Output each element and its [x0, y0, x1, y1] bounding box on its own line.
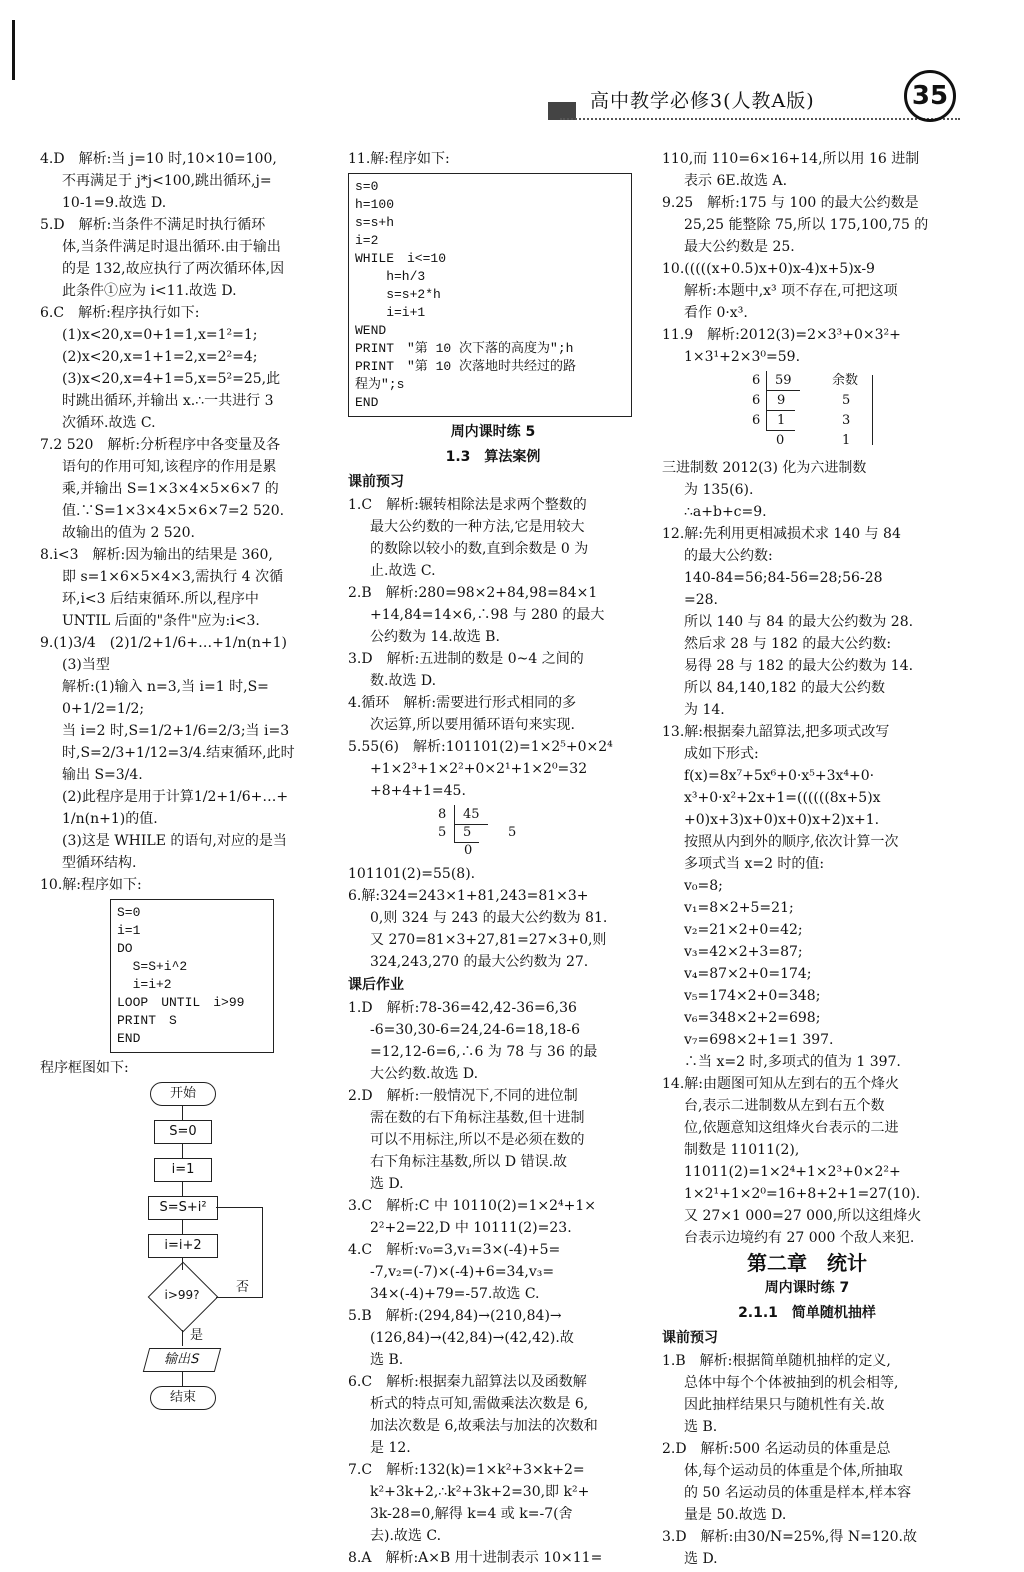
text-line: v₁=8×2+5=21; [684, 900, 794, 916]
div-cell: 5 [454, 823, 479, 843]
subsection-title-7: 2.1.1 简单随机抽样 [738, 1305, 876, 1321]
answer-8 [40, 546, 340, 631]
code-line: i=1 [117, 923, 141, 938]
code-line: LOOP UNTIL i>99 [117, 995, 245, 1010]
text-line: k²+3k+2,∴k²+3k+2=30,即 k²+ [370, 1484, 590, 1500]
text-line: 所以 84,140,182 的最大公约数 [684, 680, 886, 696]
subsection-title: 1.3 算法案例 [445, 449, 541, 465]
code-line: END [355, 395, 379, 410]
div-cell: 6 [752, 393, 761, 408]
text-line: =28. [684, 592, 718, 608]
text-line: 6.解:324=243×1+81,243=81×3+ [348, 888, 589, 904]
preview-5 [348, 738, 638, 801]
text-line: 8.i<3 解析:因为输出的结果是 360, [40, 547, 273, 563]
preview-2 [348, 584, 638, 647]
homework-14 [662, 1075, 952, 1248]
text-line: 最大公约数的一种方法,它是用较大 [370, 519, 585, 535]
code-line: S=0 [117, 905, 141, 920]
text-line: 大公约数.故选 D. [370, 1066, 479, 1082]
text-line: v₀=8; [684, 878, 723, 894]
text-line: (3)x<20,x=4+1=5,x=5²=25,此 [62, 371, 281, 387]
flow-arrow [182, 1372, 183, 1386]
code-line: WEND [355, 323, 387, 338]
section-title-7: 周内课时练 7 [764, 1280, 850, 1296]
preview-6 [348, 887, 638, 972]
text-line: 选 B. [684, 1419, 718, 1435]
code-line: s=0 [355, 179, 379, 194]
text-line: 看作 0·x³. [684, 305, 748, 321]
text-line: 选 B. [370, 1352, 404, 1368]
column-3 [662, 150, 952, 1572]
text-line: 然后求 28 与 182 的最大公约数: [684, 636, 892, 652]
div-cell: 5 [438, 825, 447, 840]
homework-12 [662, 525, 952, 720]
preview-heading-7: 课前预习 [662, 1330, 718, 1346]
text-line: 多项式当 x=2 时的值: [684, 856, 825, 872]
text-line: (1)x<20,x=0+1=1,x=1²=1; [62, 327, 258, 343]
homework-11 [662, 326, 952, 367]
div-cell: 45 [454, 805, 488, 825]
div-cell: 1 [842, 433, 851, 448]
homework-heading: 课后作业 [348, 977, 404, 993]
text-line: 3k-28=0,解得 k=4 或 k=-7(舍 [370, 1506, 573, 1522]
code-line: END [117, 1031, 141, 1046]
text-line: 7.C 解析:132(k)=1×k²+3×k+2= [348, 1462, 585, 1478]
flow-arrow [182, 1220, 183, 1234]
text-line: v₄=87×2+0=174; [684, 966, 812, 982]
text-line: 值.∵S=1×3×4×5×6×7=2 520. [62, 503, 285, 519]
homework-11-cont [662, 459, 952, 522]
text-line: 体,当条件满足时退出循环.由于输出 [62, 239, 281, 255]
answer-6 [40, 304, 340, 433]
text-line: 解析:(1)输入 n=3,当 i=1 时,S= [62, 679, 269, 695]
text-line: 为 14. [684, 702, 725, 718]
text-line: 加法次数是 6,故乘法与加法的次数和 [370, 1418, 598, 1434]
text-line: 输出 S=3/4. [62, 767, 143, 783]
flow-s0: S=0 [154, 1120, 212, 1144]
text-line: 台,表示二进制数从左到右五个数 [684, 1098, 885, 1114]
text-line: 3.D 解析:五进制的数是 0~4 之间的 [348, 651, 584, 667]
answer-9 [40, 634, 340, 873]
text-line: 0+1/2=1/2; [62, 701, 145, 717]
text-line: 选 D. [684, 1551, 718, 1567]
chapter-title: 第二章 统计 [747, 1251, 867, 1275]
div-cell: 0 [776, 433, 785, 448]
flow-no-label: 否 [236, 1280, 250, 1295]
text-line: 不再满足于 j*j<100,跳出循环,j= [62, 173, 272, 189]
text-line: v₇=698×2+1=1 397. [684, 1032, 834, 1048]
text-line: 位,依题意知这组烽火台表示的二进 [684, 1120, 899, 1136]
homework-9 [662, 194, 952, 257]
text-line: 故输出的值为 2 520. [62, 525, 195, 541]
text-line: 1/n(n+1)的值. [62, 811, 158, 827]
text-line: 25,25 能整除 75,所以 175,100,75 的 [684, 217, 929, 233]
preview-4 [348, 694, 638, 735]
text-line: 10-1=9.故选 D. [62, 195, 167, 211]
text-line: 当 i=2 时,S=1/2+1/6=2/3;当 i=3 [62, 723, 290, 739]
page-header [0, 0, 1024, 140]
text-line: f(x)=8x⁷+5x⁶+0·x⁵+3x⁴+0· [684, 768, 875, 784]
text-line: 按照从内到外的顺序,依次计算一次 [684, 834, 899, 850]
text-line: 此条件①应为 i<11.故选 D. [62, 283, 237, 299]
div-cell: 1 [766, 411, 795, 431]
text-line: 环,i<3 后结束循环.所以,程序中 [62, 591, 259, 607]
text-line: 即 s=1×6×5×4×3,需执行 4 次循 [62, 569, 284, 585]
text-line: 解析:本题中,x³ 项不存在,可把这项 [684, 283, 898, 299]
text-line: 制数是 11011(2), [684, 1142, 800, 1158]
answer-10-label: 10.解:程序如下: [40, 877, 142, 893]
answer-7 [40, 436, 340, 543]
text-line: 5.B 解析:(294,84)→(210,84)→ [348, 1308, 562, 1324]
flow-output: 输出S [143, 1348, 221, 1372]
column-2 [348, 150, 638, 1571]
text-line: x³+0·x²+2x+1=((((((8x+5)x [684, 790, 881, 806]
text-line: 6.C 解析:根据秦九韶算法以及函数解 [348, 1374, 587, 1390]
text-line: ∴a+b+c=9. [684, 504, 767, 520]
text-line: 总体中每个个体被抽到的机会相等, [684, 1375, 899, 1391]
text-line: 3.D 解析:由30/N=25%,得 N=120.故 [662, 1529, 917, 1545]
div-cell: 3 [842, 413, 851, 428]
div-cell: 59 [766, 371, 800, 391]
code-line: i=i+2 [117, 977, 172, 992]
flow-i1: i=1 [154, 1158, 212, 1182]
text-line: 止.故选 C. [370, 563, 436, 579]
text-line: 9.25 解析:175 与 100 的最大公约数是 [662, 195, 919, 211]
text-line: 5.55(6) 解析:101101(2)=1×2⁵+0×2⁴ [348, 739, 613, 755]
text-line: 11011(2)=1×2⁴+1×2³+0×2²+ [684, 1164, 901, 1180]
text-line: 1.C 解析:辗转相除法是求两个整数的 [348, 497, 587, 513]
div-cell: 6 [752, 373, 761, 388]
text-line: 1×3¹+2×3⁰=59. [684, 349, 801, 365]
text-line: 0,则 324 与 243 的最大公约数为 81. [370, 910, 608, 926]
text-line: 6.C 解析:程序执行如下: [40, 305, 200, 321]
text-line: 2.D 解析:500 名运动员的体重是总 [662, 1441, 891, 1457]
text-line: 324,243,270 的最大公约数为 27. [370, 954, 589, 970]
div-cell: 8 [438, 807, 447, 822]
text-line: 易得 28 与 182 的最大公约数为 14. [684, 658, 914, 674]
text-line: 成如下形式: [684, 746, 759, 762]
flow-inc: i=i+2 [148, 1234, 218, 1258]
text-line: 需在数的右下角标注基数,但十进制 [370, 1110, 585, 1126]
text-line: v₂=21×2+0=42; [684, 922, 803, 938]
text-line: 8.A 解析:A×B 用十进制表示 10×11= [348, 1550, 603, 1566]
sampling-3 [662, 1528, 952, 1569]
text-line: (3)这是 WHILE 的语句,对应的是当 [62, 833, 287, 849]
text-line: +8+4+1=45. [370, 783, 466, 799]
text-line: 为 135(6). [684, 482, 754, 498]
text-line: 次运算,所以要用循环语句来实现. [370, 717, 575, 733]
preview-3 [348, 650, 638, 691]
code-line: h=h/3 [355, 269, 426, 284]
text-line: 10.(((((x+0.5)x+0)x-4)x+5)x-9 [662, 261, 875, 277]
text-line: =12,12-6=6,∴6 为 78 与 36 的最 [370, 1044, 598, 1060]
code-line: PRINT "第 10 次下落的高度为";h [355, 341, 574, 356]
code-line: i=2 [355, 233, 379, 248]
text-line: 14.解:由题图可知从左到右的五个烽火 [662, 1076, 899, 1092]
text-line: (126,84)→(42,84)→(42,42).故 [370, 1330, 574, 1346]
text-line: 三进制数 2012(3) 化为六进制数 [662, 460, 867, 476]
text-line: 可以不用标注,所以不是必须在数的 [370, 1132, 585, 1148]
read-up-arrow [872, 375, 873, 445]
text-line: 次循环.故选 C. [62, 415, 156, 431]
text-line: 台表示边境约有 27 000 个敌人来犯. [684, 1230, 915, 1246]
book-title: 高中教学必修3(人教A版) [590, 90, 815, 112]
homework-8 [348, 1549, 638, 1568]
text-line: 的 50 名运动员的体重是样本,样本容 [684, 1485, 912, 1501]
preview-1 [348, 496, 638, 581]
flow-start: 开始 [150, 1082, 216, 1106]
code-line: s=s+h [355, 215, 395, 230]
text-line: v₅=174×2+0=348; [684, 988, 821, 1004]
answer-11-label: 11.解:程序如下: [348, 151, 450, 167]
text-line: 又 27×1 000=27 000,所以这组烽火 [684, 1208, 922, 1224]
div-cell: 6 [752, 413, 761, 428]
text-line: 34×(-4)+79=-57.故选 C. [370, 1286, 540, 1302]
flowchart [40, 1082, 340, 1412]
flow-arrow [182, 1144, 183, 1158]
code-line: PRINT S [117, 1013, 177, 1028]
homework-3 [348, 1197, 638, 1238]
flow-arrow [182, 1106, 183, 1120]
answer-5 [40, 216, 340, 301]
text-line: 选 D. [370, 1176, 404, 1192]
text-line: (2)x<20,x=1+1=2,x=2²=4; [62, 349, 258, 365]
text-line: 13.解:根据秦九韶算法,把多项式改写 [662, 724, 890, 740]
text-line: 4.D 解析:当 j=10 时,10×10=100, [40, 151, 277, 167]
text-line: 1×2¹+1×2⁰=16+8+2+1=27(10). [684, 1186, 921, 1202]
flow-sum: S=S+i² [148, 1196, 218, 1220]
text-line: 1.B 解析:根据简单随机抽样的定义, [662, 1353, 891, 1369]
homework-6 [348, 1373, 638, 1458]
div-cell: 余数 [832, 373, 859, 388]
division-table-1 [438, 805, 638, 861]
text-line: 析式的特点可知,需做乘法次数是 6, [370, 1396, 589, 1412]
code-line: WHILE i<=10 [355, 251, 447, 266]
text-line: 的数除以较小的数,直到余数是 0 为 [370, 541, 589, 557]
homework-8-cont [662, 150, 952, 191]
preview-heading: 课前预习 [348, 474, 404, 490]
div-cell: 9 [766, 391, 795, 411]
text-line: 又 270=81×3+27,81=27×3+0,则 [370, 932, 607, 948]
text-line: +1×2³+1×2²+0×2¹+1×2⁰=32 [370, 761, 588, 777]
division-table-2 [752, 371, 952, 455]
text-line: 110,而 110=6×16+14,所以用 16 进制 [662, 151, 920, 167]
text-line: 因此抽样结果只与随机性有关.故 [684, 1397, 885, 1413]
code-line: i=i+1 [355, 305, 426, 320]
text-line: 3.C 解析:C 中 10110(2)=1×2⁴+1× [348, 1198, 597, 1214]
text-line: UNTIL 后面的"条件"应为:i<3. [62, 613, 260, 629]
answer-4 [40, 150, 340, 213]
flow-end: 结束 [150, 1386, 216, 1410]
text-line: -7,v₂=(-7)×(-4)+6=34,v₃= [370, 1264, 555, 1280]
text-line: 所以 140 与 84 的最大公约数为 28. [684, 614, 914, 630]
homework-1 [348, 999, 638, 1084]
flowchart-label: 程序框图如下: [40, 1060, 129, 1076]
text-line: 2.D 解析:一般情况下,不同的进位制 [348, 1088, 578, 1104]
flow-arrow [182, 1182, 183, 1196]
text-line: 12.解:先利用更相减损术求 140 与 84 [662, 526, 901, 542]
text-line: 时跳出循环,并输出 x.∴一共进行 3 [62, 393, 274, 409]
flow-yes-label: 是 [190, 1328, 204, 1343]
preview-5-result: 101101(2)=55(8). [348, 866, 476, 882]
homework-2 [348, 1087, 638, 1194]
text-line: 最大公约数是 25. [684, 239, 795, 255]
text-line: 9.(1)3/4 (2)1/2+1/6+…+1/n(n+1) [40, 635, 288, 651]
text-line: 数.故选 D. [370, 673, 437, 689]
text-line: 140-84=56;84-56=28;56-28 [684, 570, 883, 586]
text-line: 4.C 解析:v₀=3,v₁=3×(-4)+5= [348, 1242, 561, 1258]
text-line: (3)当型 [62, 657, 110, 673]
text-line: 表示 6E.故选 A. [684, 173, 788, 189]
text-line: 去).故选 C. [370, 1528, 442, 1544]
text-line: 5.D 解析:当条件不满足时执行循环 [40, 217, 266, 233]
text-line: 右下角标注基数,所以 D 错误.故 [370, 1154, 568, 1170]
div-cell: 0 [464, 843, 473, 858]
code-line: PRINT "第 10 次落地时共经过的路 [355, 359, 577, 374]
page-number: 35 [904, 70, 956, 122]
text-line: v₃=42×2+3=87; [684, 944, 803, 960]
code-line: DO [117, 941, 133, 956]
text-line: (2)此程序是用于计算1/2+1/6+…+ [62, 789, 289, 805]
text-line: 语句的作用可知,该程序的作用是累 [62, 459, 277, 475]
text-line: 2²+2=22,D 中 10111(2)=23. [370, 1220, 572, 1236]
code-line: S=S+i^2 [117, 959, 188, 974]
text-line: 4.循环 解析:需要进行形式相同的多 [348, 695, 577, 711]
div-cell: 5 [842, 393, 851, 408]
homework-4 [348, 1241, 638, 1304]
text-line: 型循环结构. [62, 855, 137, 871]
text-line: 公约数为 14.故选 B. [370, 629, 500, 645]
div-cell: 5 [508, 825, 517, 840]
text-line: 的是 132,故应执行了两次循环体,因 [62, 261, 285, 277]
text-line: 7.2 520 解析:分析程序中各变量及各 [40, 437, 281, 453]
text-line: 11.9 解析:2012(3)=2×3³+0×3²+ [662, 327, 901, 343]
header-rule [560, 118, 960, 120]
text-line: 量是 50.故选 D. [684, 1507, 787, 1523]
text-line: +0)x+3)x+0)x+0)x+2)x+1. [684, 812, 880, 828]
text-line: 1.D 解析:78-36=42,42-36=6,36 [348, 1000, 577, 1016]
homework-10 [662, 260, 952, 323]
homework-5 [348, 1307, 638, 1370]
code-line: h=100 [355, 197, 395, 212]
text-line: -6=30,30-6=24,24-6=18,18-6 [370, 1022, 580, 1038]
text-line: +14,84=14×6,∴98 与 280 的最大 [370, 607, 605, 623]
code-line: 程为";s [355, 377, 405, 392]
homework-7 [348, 1461, 638, 1546]
text-line: ∴当 x=2 时,多项式的值为 1 397. [684, 1054, 901, 1070]
program-code-11 [348, 173, 632, 417]
code-line: s=s+2*h [355, 287, 441, 302]
sampling-2 [662, 1440, 952, 1525]
flow-arrow [182, 1330, 183, 1346]
text-line: v₆=348×2+2=698; [684, 1010, 821, 1026]
text-line: 2.B 解析:280=98×2+84,98=84×1 [348, 585, 598, 601]
text-line: 乘,并输出 S=1×3×4×5×6×7 的 [62, 481, 279, 497]
homework-13 [662, 723, 952, 1072]
sampling-1 [662, 1352, 952, 1437]
program-code-10 [110, 899, 274, 1053]
text-line: 是 12. [370, 1440, 411, 1456]
text-line: 时,S=2/3+1/12=3/4.结束循环,此时 [62, 745, 295, 761]
text-line: 体,每个运动员的体重是个体,所抽取 [684, 1463, 903, 1479]
text-line: 的最大公约数: [684, 548, 773, 564]
section-title: 周内课时练 5 [450, 424, 536, 440]
column-1 [40, 150, 340, 1412]
flow-cond: i>99? [164, 1288, 200, 1302]
